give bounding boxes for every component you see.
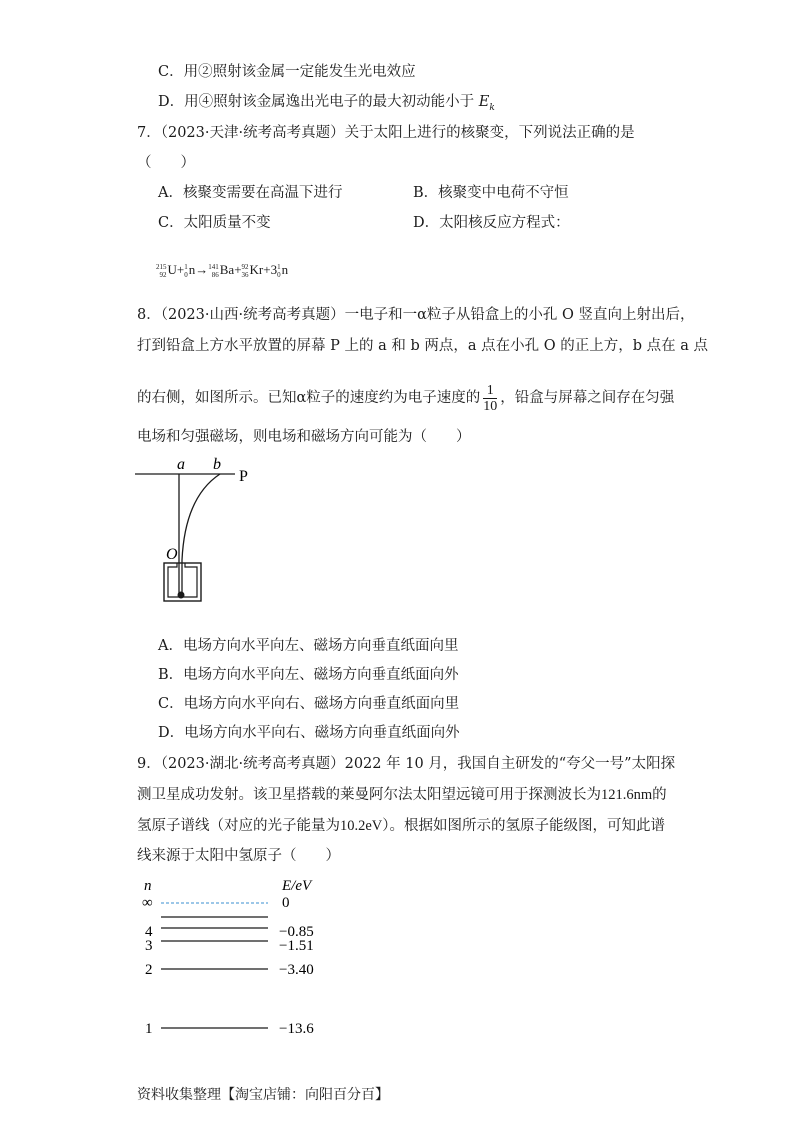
level-3-n: 3 bbox=[145, 938, 153, 954]
level-2-n: 2 bbox=[145, 962, 153, 978]
q9-line-2 bbox=[137, 785, 667, 805]
q6-option-d-text: D．用④照射该金属逸出光电子的最大初动能小于 bbox=[158, 94, 479, 110]
eq-u-charge: 92 bbox=[159, 271, 167, 280]
q8-frac-num: 1 bbox=[483, 383, 497, 399]
eq-plus-2: + bbox=[234, 262, 242, 277]
eq-arrow: → bbox=[195, 262, 209, 277]
q9-line-2-post: 的 bbox=[652, 787, 667, 803]
q8-line-3-pre: 的右侧，如图所示。已知α粒子的速度约为电子速度的 bbox=[137, 390, 481, 406]
q9-energy: 10.2eV bbox=[340, 818, 383, 834]
label-b: b bbox=[213, 456, 221, 473]
eq-ba-symbol: Ba bbox=[219, 262, 235, 277]
q7-option-d: D．太阳核反应方程式： bbox=[413, 215, 570, 231]
q7-option-c: C．太阳质量不变 bbox=[158, 215, 271, 231]
eq-n2-mass: 1 bbox=[277, 263, 281, 272]
page-footer: 资料收集整理【淘宝店铺：向阳百分百】 bbox=[137, 1087, 389, 1103]
eq-u-symbol: U bbox=[167, 262, 177, 277]
eq-plus-1: + bbox=[176, 262, 185, 277]
eq-kr-symbol: Kr bbox=[249, 262, 264, 277]
level-2-e: −3.40 bbox=[279, 962, 314, 978]
eq-n-charge: 0 bbox=[184, 271, 188, 280]
level-3-e: −1.51 bbox=[279, 938, 314, 954]
eq-n2-charge: 0 bbox=[277, 271, 281, 280]
q6-option-d bbox=[158, 92, 495, 118]
q8-figure bbox=[130, 455, 270, 610]
source-dot bbox=[178, 592, 185, 599]
q8-line-1: 8．（2023·山西·统考高考真题）一电子和一α粒子从铅盒上的小孔 O 竖直向上射出后， bbox=[137, 307, 695, 323]
q8-line-3 bbox=[137, 381, 674, 415]
q6-option-c: C．用②照射该金属一定能发生光电效应 bbox=[158, 64, 416, 80]
eq-u-mass: 215 bbox=[156, 263, 167, 272]
q6-option-d-var: E bbox=[478, 94, 490, 110]
level-inf-n: ∞ bbox=[142, 895, 153, 911]
q8-option-c: C．电场方向水平向右、磁场方向垂直纸面向里 bbox=[158, 696, 460, 712]
eq-n-symbol: n bbox=[188, 262, 196, 277]
q8-line-2: 打到铅盒上方水平放置的屏幕 P 上的 a 和 b 两点，a 点在小孔 O 的正上方，b 点在 a 点 bbox=[137, 338, 708, 354]
q9-wavelength: 121.6nm bbox=[601, 787, 653, 803]
q8-option-b: B．电场方向水平向左、磁场方向垂直纸面向外 bbox=[158, 667, 459, 683]
e-header: E/eV bbox=[282, 878, 312, 894]
level-1-e: −13.6 bbox=[279, 1021, 314, 1037]
q7-stem: 7．（2023·天津·统考高考真题）关于太阳上进行的核聚变，下列说法正确的是 bbox=[137, 125, 635, 141]
q9-line-3 bbox=[137, 816, 665, 836]
q8-fraction bbox=[483, 383, 497, 414]
eq-plus-3: +3 bbox=[263, 262, 278, 277]
q8-line-4: 电场和匀强磁场，则电场和磁场方向可能为（ ） bbox=[137, 429, 471, 445]
q7-option-a: A．核聚变需要在高温下进行 bbox=[158, 185, 343, 201]
q6-option-d-sub: k bbox=[489, 102, 495, 113]
level-4-e: −0.85 bbox=[279, 924, 314, 940]
q8-option-a: A．电场方向水平向左、磁场方向垂直纸面向里 bbox=[158, 638, 459, 654]
eq-n-mass: 1 bbox=[184, 263, 188, 272]
q8-line-3-post: ，铅盒与屏幕之间存在匀强 bbox=[500, 390, 675, 406]
q8-option-d: D．电场方向水平向右、磁场方向垂直纸面向外 bbox=[158, 725, 460, 741]
q9-line-2-pre: 测卫星成功发射。该卫星搭载的莱曼阿尔法太阳望远镜可用于探测波长为 bbox=[137, 787, 601, 803]
label-o: O bbox=[166, 546, 178, 563]
q8-frac-den: 10 bbox=[483, 398, 498, 414]
label-a: a bbox=[177, 456, 185, 473]
q9-line-4: 线来源于太阳中氢原子（ ） bbox=[137, 848, 340, 864]
eq-n2-symbol: n bbox=[281, 262, 289, 277]
q7-option-b: B．核聚变中电荷不守恒 bbox=[413, 185, 569, 201]
q7-nuclear-equation bbox=[156, 262, 288, 279]
q7-paren: （ ） bbox=[137, 155, 195, 171]
energy-level-diagram bbox=[136, 872, 366, 1042]
level-4-n: 4 bbox=[145, 924, 153, 940]
eq-ba-charge: 86 bbox=[211, 271, 219, 280]
level-1-n: 1 bbox=[145, 1021, 153, 1037]
label-p: P bbox=[239, 468, 248, 485]
eq-kr-mass: 92 bbox=[241, 263, 249, 272]
q9-line-3-pre: 氢原子谱线（对应的光子能量为 bbox=[137, 818, 340, 834]
eq-kr-charge: 36 bbox=[241, 271, 249, 280]
level-inf-e: 0 bbox=[282, 895, 290, 911]
q9-line-1: 9．（2023·湖北·统考高考真题）2022 年 10 月，我国自主研发的“夸父一号”太阳探 bbox=[137, 756, 676, 772]
eq-ba-mass: 141 bbox=[208, 263, 219, 272]
n-header: n bbox=[144, 878, 152, 894]
q9-line-3-post: ）。根据如图所示的氢原子能级图，可知此谱 bbox=[382, 818, 666, 834]
